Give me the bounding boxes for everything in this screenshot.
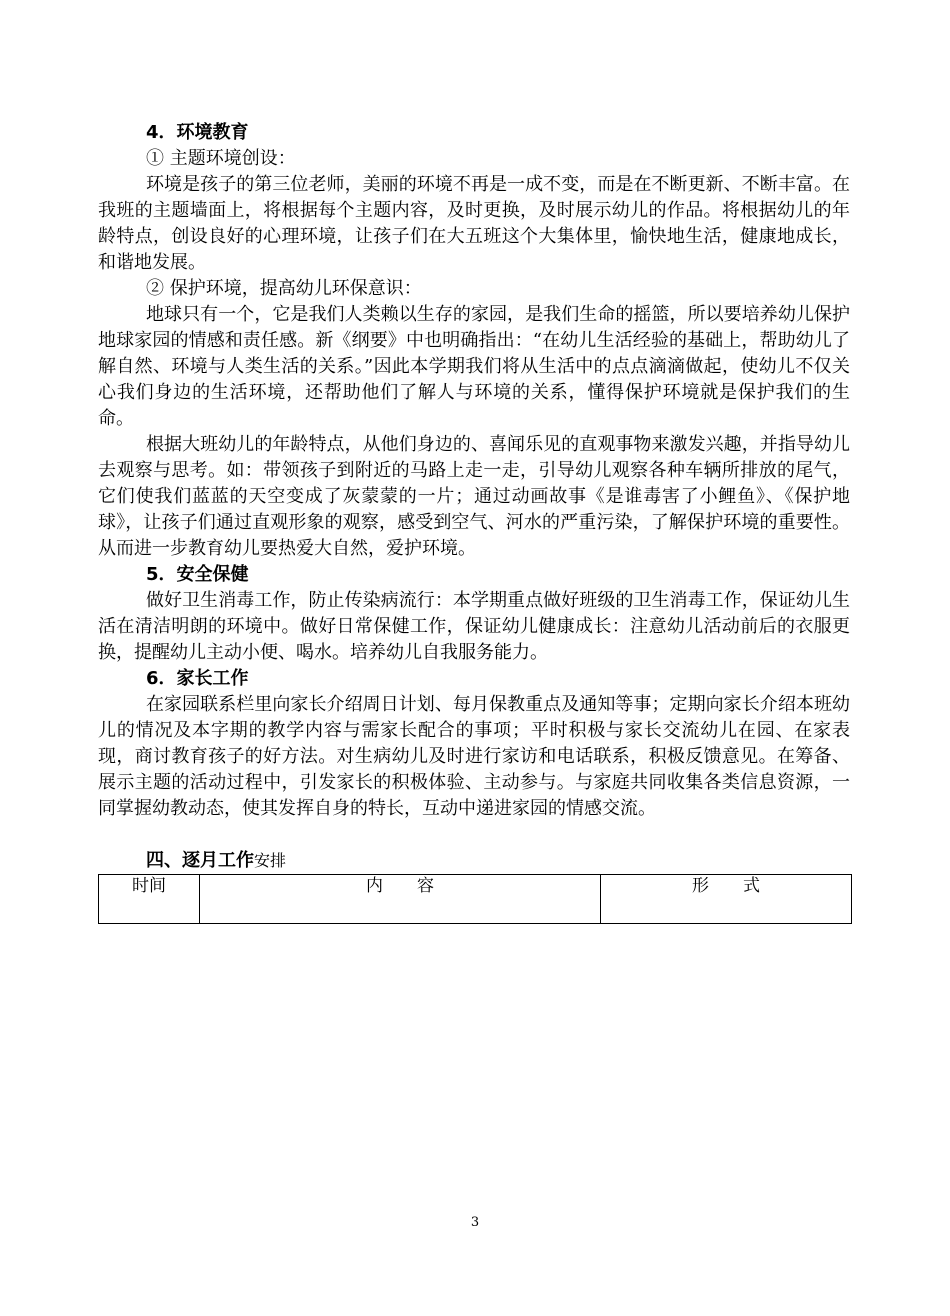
header-cell-content: 内 容 [200,875,601,924]
paragraph: 根据大班幼儿的年龄特点，从他们身边的、喜闻乐见的直观事物来激发兴趣，并指导幼儿去观察与思考。如：带领孩子到附近的马路上走一走，引导幼儿观察各种车辆所排放的尾气，它们使我们蓝蓝的天空变成了灰蒙蒙的一片；通过动画故事《是谁毒害了小鲤鱼》、《保护地球》，让孩子们通过直观形象的观察，感受到空气、河水的严重污染，了解保护环境的重要性。从而进一步教育幼儿要热爱大自然，爱护环境。 [98,434,850,559]
paragraph: 做好卫生消毒工作，防止传染病流行：本学期重点做好班级的卫生消毒工作，保证幼儿生活在清洁明朗的环境中。做好日常保健工作，保证幼儿健康成长：注意幼儿活动前后的衣服更换，提醒幼儿主动小便、喝水。培养幼儿自我服务能力。 [98,590,850,663]
section-heading-parents: 6．家长工作 [146,668,249,689]
section-heading-safety: 5．安全保健 [146,564,249,585]
table-header-row [99,875,852,924]
page-number: 3 [470,1215,480,1230]
header-cell-time: 时间 [99,875,200,924]
paragraph: 在家园联系栏里向家长介绍周日计划、每月保教重点及通知等事；定期向家长介绍本班幼儿的情况及本字期的教学内容与需家长配合的事项；平时积极与家长交流幼儿在园、在家表现，商讨教育孩子的好方法。对生病幼儿及时进行家访和电话联系，积极反馈意见。在筹备、展示主题的活动过程中，引发家长的积极体验、主动参与。与家庭共同收集各类信息资源，一同掌握幼教动态，使其发挥自身的特长，互动中递进家园的情感交流。 [98,694,850,819]
section-heading-environment: 4．环境教育 [146,122,249,143]
paragraph: 环境是孩子的第三位老师，美丽的环境不再是一成不变，而是在不断更新、不断丰富。在我班的主题墙面上，将根据每个主题内容，及时更换，及时展示幼儿的作品。将根据幼儿的年龄特点，创设良好的心理环境，让孩子们在大五班这个大集体里，愉快地生活，健康地成长，和谐地发展。 [98,174,850,273]
monthly-plan-table [98,874,852,924]
subheading-protect-environment: ② 保护环境，提高幼儿环保意识： [146,278,422,299]
header-cell-form: 形 式 [601,875,852,924]
subheading-theme-environment: ① 主题环境创设： [146,148,296,169]
monthly-plan-title-suffix: 安排 [254,851,287,870]
document-page [98,120,850,924]
monthly-plan-title-bold: 四、逐月工作 [146,850,254,871]
paragraph: 地球只有一个，它是我们人类赖以生存的家园，是我们生命的摇篮，所以要培养幼儿保护地球家园的情感和责任感。新《纲要》中也明确指出：“在幼儿生活经验的基础上，帮助幼儿了解自然、环境与人类生活的关系。”因此本学期我们将从生活中的点点滴滴做起，使幼儿不仅关心我们身边的生活环境，还帮助他们了解人与环境的关系，懂得保护环境就是保护我们的生命。 [98,304,850,429]
section-heading-monthly-plan [98,848,850,874]
